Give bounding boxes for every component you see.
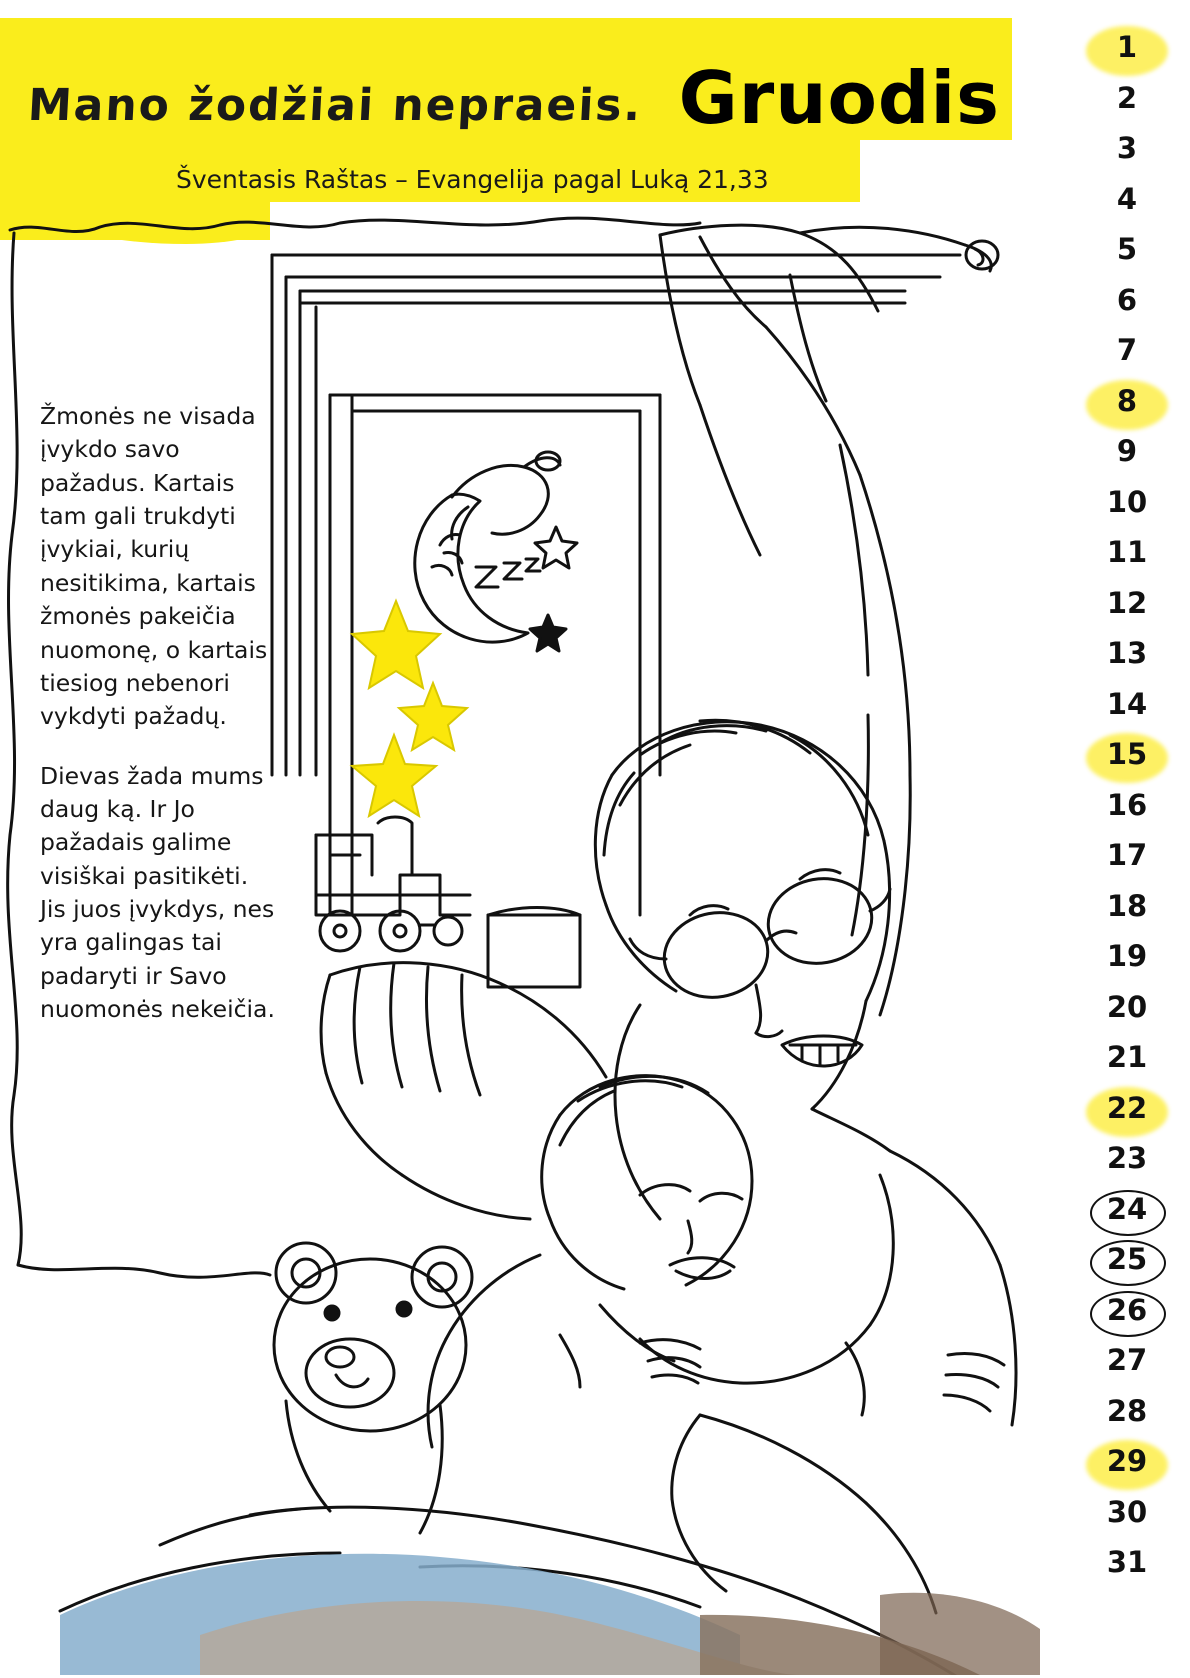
calendar-day-21[interactable]: 21 xyxy=(1106,1040,1148,1074)
calendar-day-1[interactable]: 1 xyxy=(1116,30,1138,64)
scripture-reference: Šventasis Raštas – Evangelija pagal Luką 21,33 xyxy=(176,165,769,194)
calendar-day-column xyxy=(1060,14,1190,1614)
calendar-day-29[interactable]: 29 xyxy=(1106,1444,1148,1478)
calendar-day-18[interactable]: 18 xyxy=(1106,888,1148,923)
body-paragraph-2: Dievas žada mums daug ką. Ir Jo pažadais galime visiškai pasitikėti. Jis juos įvykdys, nes yra galingas tai padaryti ir Savo nuomonės nekeičia. xyxy=(40,761,275,1024)
calendar-day-23[interactable]: 23 xyxy=(1106,1141,1148,1175)
calendar-day-15[interactable]: 15 xyxy=(1106,737,1148,771)
calendar-day-24[interactable]: 24 xyxy=(1106,1191,1148,1226)
body-text xyxy=(40,400,280,1052)
calendar-day-28[interactable]: 28 xyxy=(1106,1393,1148,1428)
calendar-day-2[interactable]: 2 xyxy=(1116,80,1138,115)
calendar-day-16[interactable]: 16 xyxy=(1106,787,1148,822)
calendar-day-20[interactable]: 20 xyxy=(1106,989,1148,1024)
page-title: Mano žodžiai nepraeis. xyxy=(26,80,644,131)
calendar-day-19[interactable]: 19 xyxy=(1106,939,1148,973)
calendar-day-31[interactable]: 31 xyxy=(1106,1545,1148,1579)
calendar-day-30[interactable]: 30 xyxy=(1106,1494,1148,1529)
calendar-day-5[interactable]: 5 xyxy=(1116,232,1138,266)
calendar-day-17[interactable]: 17 xyxy=(1106,838,1148,872)
calendar-day-27[interactable]: 27 xyxy=(1106,1343,1148,1377)
calendar-day-26[interactable]: 26 xyxy=(1106,1292,1148,1327)
calendar-day-22[interactable]: 22 xyxy=(1106,1090,1148,1125)
calendar-day-11[interactable]: 11 xyxy=(1106,535,1148,569)
calendar-day-14[interactable]: 14 xyxy=(1106,686,1148,721)
calendar-day-7[interactable]: 7 xyxy=(1116,333,1138,367)
calendar-day-6[interactable]: 6 xyxy=(1116,282,1138,317)
calendar-day-4[interactable]: 4 xyxy=(1116,181,1138,216)
calendar-day-13[interactable]: 13 xyxy=(1106,636,1148,670)
calendar-day-9[interactable]: 9 xyxy=(1116,434,1138,468)
calendar-day-10[interactable]: 10 xyxy=(1106,484,1148,519)
body-paragraph-1: Žmonės ne visada įvykdo savo pažadus. Kartais tam gali trukdyti įvykiai, kurių nesitikima, kartais žmonės pakeičia nuomonę, o kartais tiesiog nebenori vykdyti pažadų. xyxy=(40,402,268,731)
calendar-day-8[interactable]: 8 xyxy=(1116,383,1138,418)
month-title: Gruodis xyxy=(678,56,1000,140)
calendar-day-25[interactable]: 25 xyxy=(1106,1242,1148,1276)
calendar-day-12[interactable]: 12 xyxy=(1106,585,1148,620)
calendar-day-3[interactable]: 3 xyxy=(1116,131,1138,165)
